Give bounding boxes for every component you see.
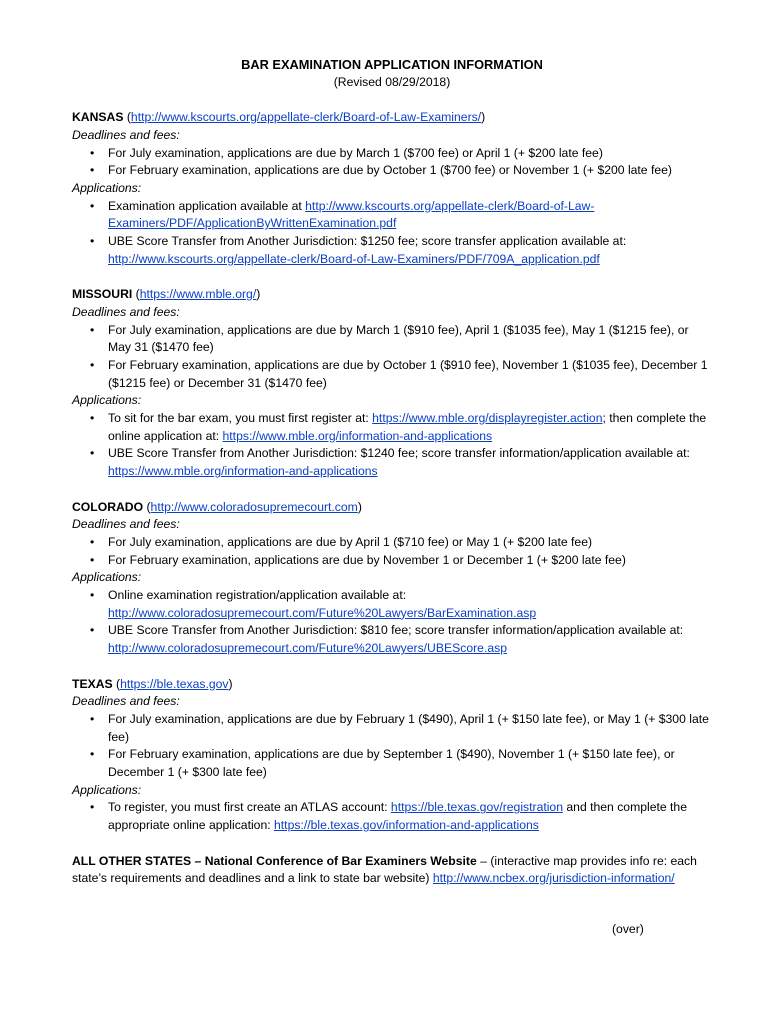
deadlines-list [72,711,712,782]
list-item [108,622,712,657]
score-transfer-link[interactable]: https://www.mble.org/information-and-applications [108,464,378,479]
applications-heading: Applications: [72,782,142,797]
list-item [108,198,712,233]
page-title: BAR EXAMINATION APPLICATION INFORMATION [241,57,543,72]
section-colorado [72,499,712,658]
page-footer-over: (over) [612,922,644,936]
deadlines-list [72,322,712,393]
deadlines-heading: Deadlines and fees: [72,517,180,532]
state-website-link[interactable]: https://ble.texas.gov [120,676,229,691]
application-link[interactable]: http://www.coloradosupremecourt.com/Future%20Lawyers/BarExamination.asp [108,605,537,620]
deadlines-list [72,145,712,180]
deadlines-heading: Deadlines and fees: [72,127,180,142]
item-text: and then complete the appropriate online application: [108,800,687,833]
state-name: KANSAS [72,110,124,125]
document-body [72,56,712,888]
list-item: • For February examination, applications are due by September 1 ($490), November 1 (+ $150 late fee), or December 1 (+ $300 late fee) [108,746,712,781]
item-text: To sit for the bar exam, you must first register at: [108,411,373,426]
list-item [108,587,712,622]
item-text: UBE Score Transfer from Another Jurisdiction: $1250 fee; score transfer application available at: [108,234,627,249]
applications-list [72,587,712,658]
list-item: • For July examination, applications are due by February 1 ($490), April 1 (+ $150 late fee), or May 1 (+ $300 late fee) [108,711,712,746]
ncbex-link[interactable]: http://www.ncbex.org/jurisdiction-information/ [432,871,675,886]
state-website-link[interactable]: http://www.kscourts.org/appellate-clerk/Board-of-Law-Examiners/ [130,110,482,125]
state-header-kansas: KANSAS (http://www.kscourts.org/appellate-clerk/Board-of-Law-Examiners/) [72,110,486,125]
list-item [108,799,712,834]
state-website-link[interactable]: https://www.mble.org/ [139,287,257,302]
list-item [108,233,712,268]
applications-heading: Applications: [72,393,142,408]
state-name: COLORADO [72,499,144,514]
registration-link[interactable]: https://ble.texas.gov/registration [390,800,563,815]
state-header-texas: TEXAS (https://ble.texas.gov) [72,676,233,691]
item-text: Online examination registration/application available at: [108,588,407,603]
application-link[interactable]: http://www.kscourts.org/appellate-clerk/Board-of-Law-Examiners/PDF/ApplicationByWrittenExamination.pdf [108,198,595,231]
other-states-label: ALL OTHER STATES – National Conference of Bar Examiners Website [72,853,477,868]
list-item: • For February examination, applications are due by October 1 ($700 fee) or November 1 (+ $200 late fee) [108,162,712,180]
section-kansas [72,109,712,268]
list-item: • For February examination, applications are due by October 1 ($910 fee), November 1 ($1035 fee), December 1 ($1215 fee) or December 31 ($1470 fee) [108,357,712,392]
score-transfer-link[interactable]: http://www.coloradosupremecourt.com/Future%20Lawyers/UBEScore.asp [108,641,507,656]
applications-heading: Applications: [72,570,142,585]
score-transfer-link[interactable]: http://www.kscourts.org/appellate-clerk/Board-of-Law-Examiners/PDF/709A_application.pdf [108,251,600,266]
section-texas [72,676,712,835]
applications-heading: Applications: [72,180,142,195]
state-header-colorado: COLORADO (http://www.coloradosupremecourt.com) [72,499,362,514]
revision-date: (Revised 08/29/2018) [333,74,451,89]
other-states-text: – (interactive map provides info re: each state’s requirements and deadlines and a link to state bar website) [72,853,697,886]
applications-list [72,799,712,834]
deadlines-list [72,534,712,569]
application-link[interactable]: https://www.mble.org/information-and-applications [222,428,493,443]
list-item [108,445,712,480]
list-item: • For July examination, applications are due by March 1 ($700 fee) or April 1 (+ $200 late fee) [108,145,712,163]
register-link[interactable]: https://www.mble.org/displayregister.action [372,411,603,426]
state-website-link[interactable]: http://www.coloradosupremecourt.com [150,499,358,514]
deadlines-heading: Deadlines and fees: [72,304,180,319]
list-item: • For July examination, applications are due by April 1 ($710 fee) or May 1 (+ $200 late fee) [108,534,712,552]
list-item: • For July examination, applications are due by March 1 ($910 fee), April 1 ($1035 fee), May 1 ($1215 fee), or May 31 ($1470 fee) [108,322,712,357]
section-missouri [72,286,712,481]
section-other-states [72,853,712,888]
item-text: UBE Score Transfer from Another Jurisdiction: $1240 fee; score transfer information/application available at: [108,446,690,461]
item-text: To register, you must first create an ATLAS account: [108,800,391,815]
list-item [108,410,712,445]
state-name: TEXAS [72,676,113,691]
applications-list [72,198,712,269]
item-text: ; then complete the online application at: [108,411,707,443]
application-link[interactable]: https://ble.texas.gov/information-and-applications [274,818,539,833]
list-item: • For February examination, applications are due by November 1 or December 1 (+ $200 late fee) [108,552,712,570]
applications-list [72,410,712,481]
item-text: Examination application available at [108,198,306,213]
state-name: MISSOURI [72,287,133,302]
item-text: UBE Score Transfer from Another Jurisdiction: $810 fee; score transfer information/application available at: [108,623,684,638]
state-header-missouri: MISSOURI (https://www.mble.org/) [72,287,261,302]
deadlines-heading: Deadlines and fees: [72,694,180,709]
